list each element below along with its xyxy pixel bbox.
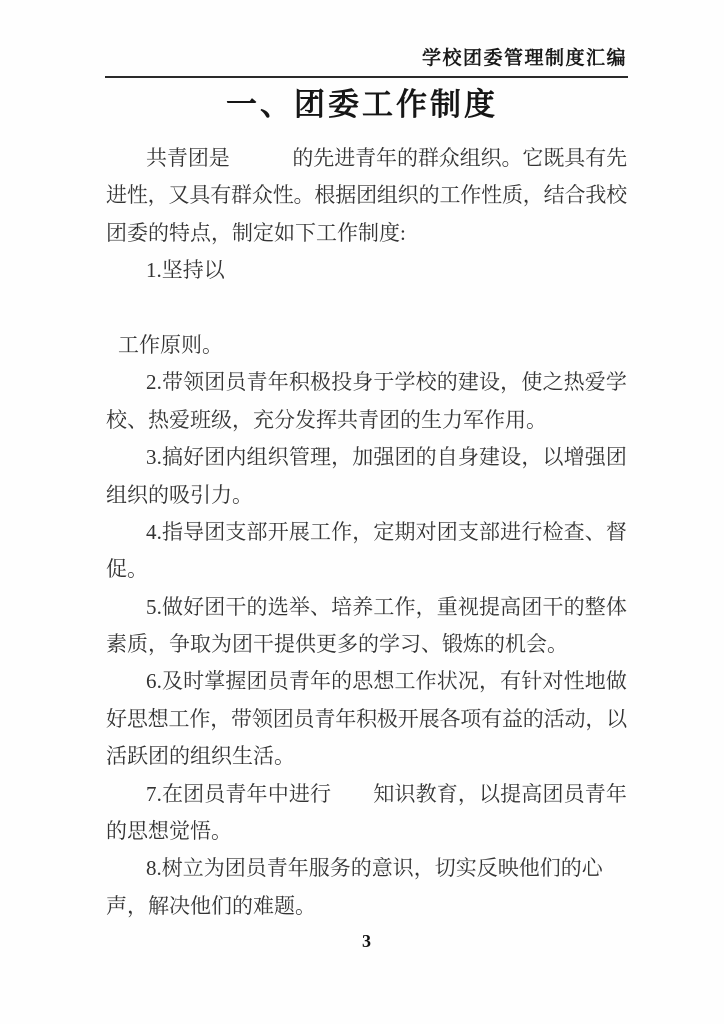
text-line: 活跃团的组织生活。 <box>106 744 295 769</box>
text-line: 2.带领团员青年积极投身于学校的建设，使之热爱学 <box>146 370 627 395</box>
text-line: 好思想工作，带领团员青年积极开展各项有益的活动，以 <box>106 706 627 731</box>
page-title: 一、团委工作制度 <box>226 87 498 122</box>
text-line: 工作原则。 <box>118 332 223 357</box>
page-header <box>106 46 627 72</box>
text-line: 8.树立为团员青年服务的意识，切实反映他们的心 <box>146 856 603 881</box>
header-title: 学校团委管理制度汇编 <box>421 48 627 69</box>
header-rule <box>105 76 628 78</box>
text-line: 6.及时掌握团员青年的思想工作状况，有针对性地做 <box>146 669 627 694</box>
text-line: 素质，争取为团干提供更多的学习、锻炼的机会。 <box>106 632 568 657</box>
blank-line <box>106 290 627 327</box>
text-line: 声，解决他们的难题。 <box>106 893 316 918</box>
text-line: 7.在团员青年中进行 知识教育，以提高团员青年 <box>146 781 627 806</box>
text-line: 的思想觉悟。 <box>106 819 232 844</box>
text-line: 1.坚持以 <box>146 258 225 283</box>
text-line: 5.做好团干的选举、培养工作，重视提高团干的整体 <box>146 594 627 619</box>
text-line: 团委的特点，制定如下工作制度: <box>106 220 406 245</box>
text-line: 4.指导团支部开展工作，定期对团支部进行检查、督 <box>146 519 627 544</box>
text-line: 共青团是 的先进青年的群众组织。它既具有先 <box>146 146 627 170</box>
text-line: 校、热爱班级，充分发挥共青团的生力军作用。 <box>106 407 547 432</box>
text-line: 促。 <box>106 557 148 582</box>
text-line: 组织的吸引力。 <box>106 482 253 507</box>
page-number: 3 <box>362 931 371 951</box>
body-text <box>106 140 627 925</box>
text-line: 3.搞好团内组织管理，加强团的自身建设，以增强团 <box>146 445 627 470</box>
text-line: 进性，又具有群众性。根据团组织的工作性质，结合我校 <box>106 183 627 208</box>
